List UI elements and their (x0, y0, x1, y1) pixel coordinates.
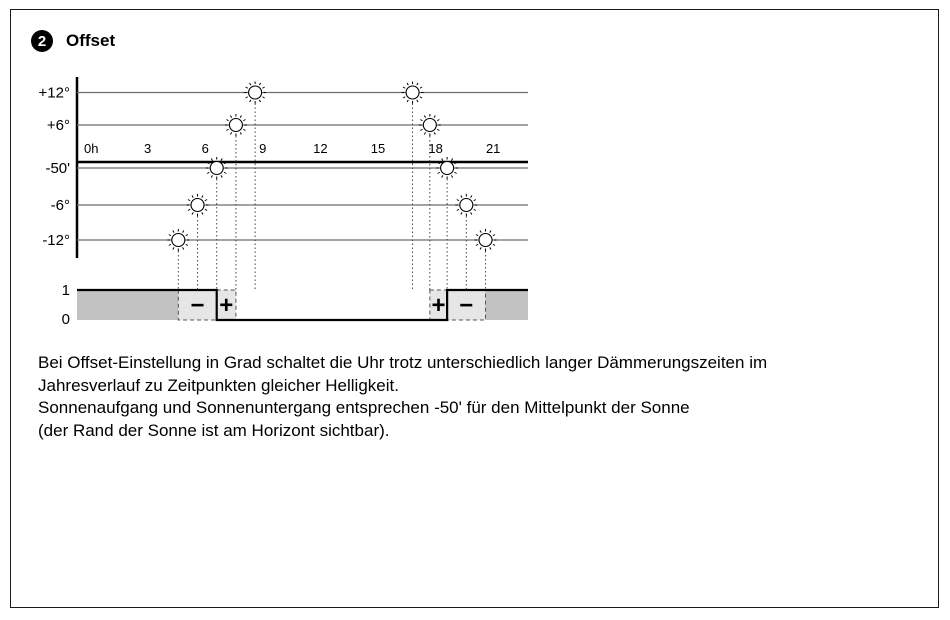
description-line: (der Rand der Sonne ist am Horizont sichtbar). (38, 420, 390, 440)
offset-sign: + (219, 292, 234, 319)
hour-tick-label: 0h (84, 141, 99, 156)
hour-tick-label: 12 (313, 141, 328, 156)
angle-label: -12° (42, 232, 70, 249)
section-title: Offset (66, 31, 116, 50)
hour-tick-label: 21 (485, 141, 501, 156)
offset-sign: − (459, 292, 474, 319)
hour-tick-label: 18 (428, 141, 443, 156)
state-on-label: 1 (61, 282, 70, 299)
offset-sign: + (431, 292, 446, 319)
angle-label: -50' (45, 160, 70, 177)
hour-tick-label: 3 (143, 141, 152, 156)
offset-sign: − (190, 292, 205, 319)
hour-tick-label: 9 (259, 141, 267, 156)
hour-tick-label: 6 (201, 141, 209, 156)
state-off-label: 0 (61, 311, 70, 328)
description-line: Sonnenaufgang und Sonnenuntergang entsprechen -50' für den Mittelpunkt der Sonne (38, 398, 690, 417)
description-line: Bei Offset-Einstellung in Grad schaltet die Uhr trotz unterschiedlich langer Dämmerungszeiten im (38, 353, 768, 372)
section-number-badge: 2 (31, 30, 53, 52)
angle-label: +12° (38, 84, 70, 102)
angle-label: -6° (50, 197, 70, 214)
hour-tick-label: 15 (370, 141, 386, 156)
description-line: Jahresverlauf zu Zeitpunkten gleicher Helligkeit. (38, 375, 399, 395)
description (38, 352, 898, 442)
angle-label: +6° (46, 117, 70, 134)
